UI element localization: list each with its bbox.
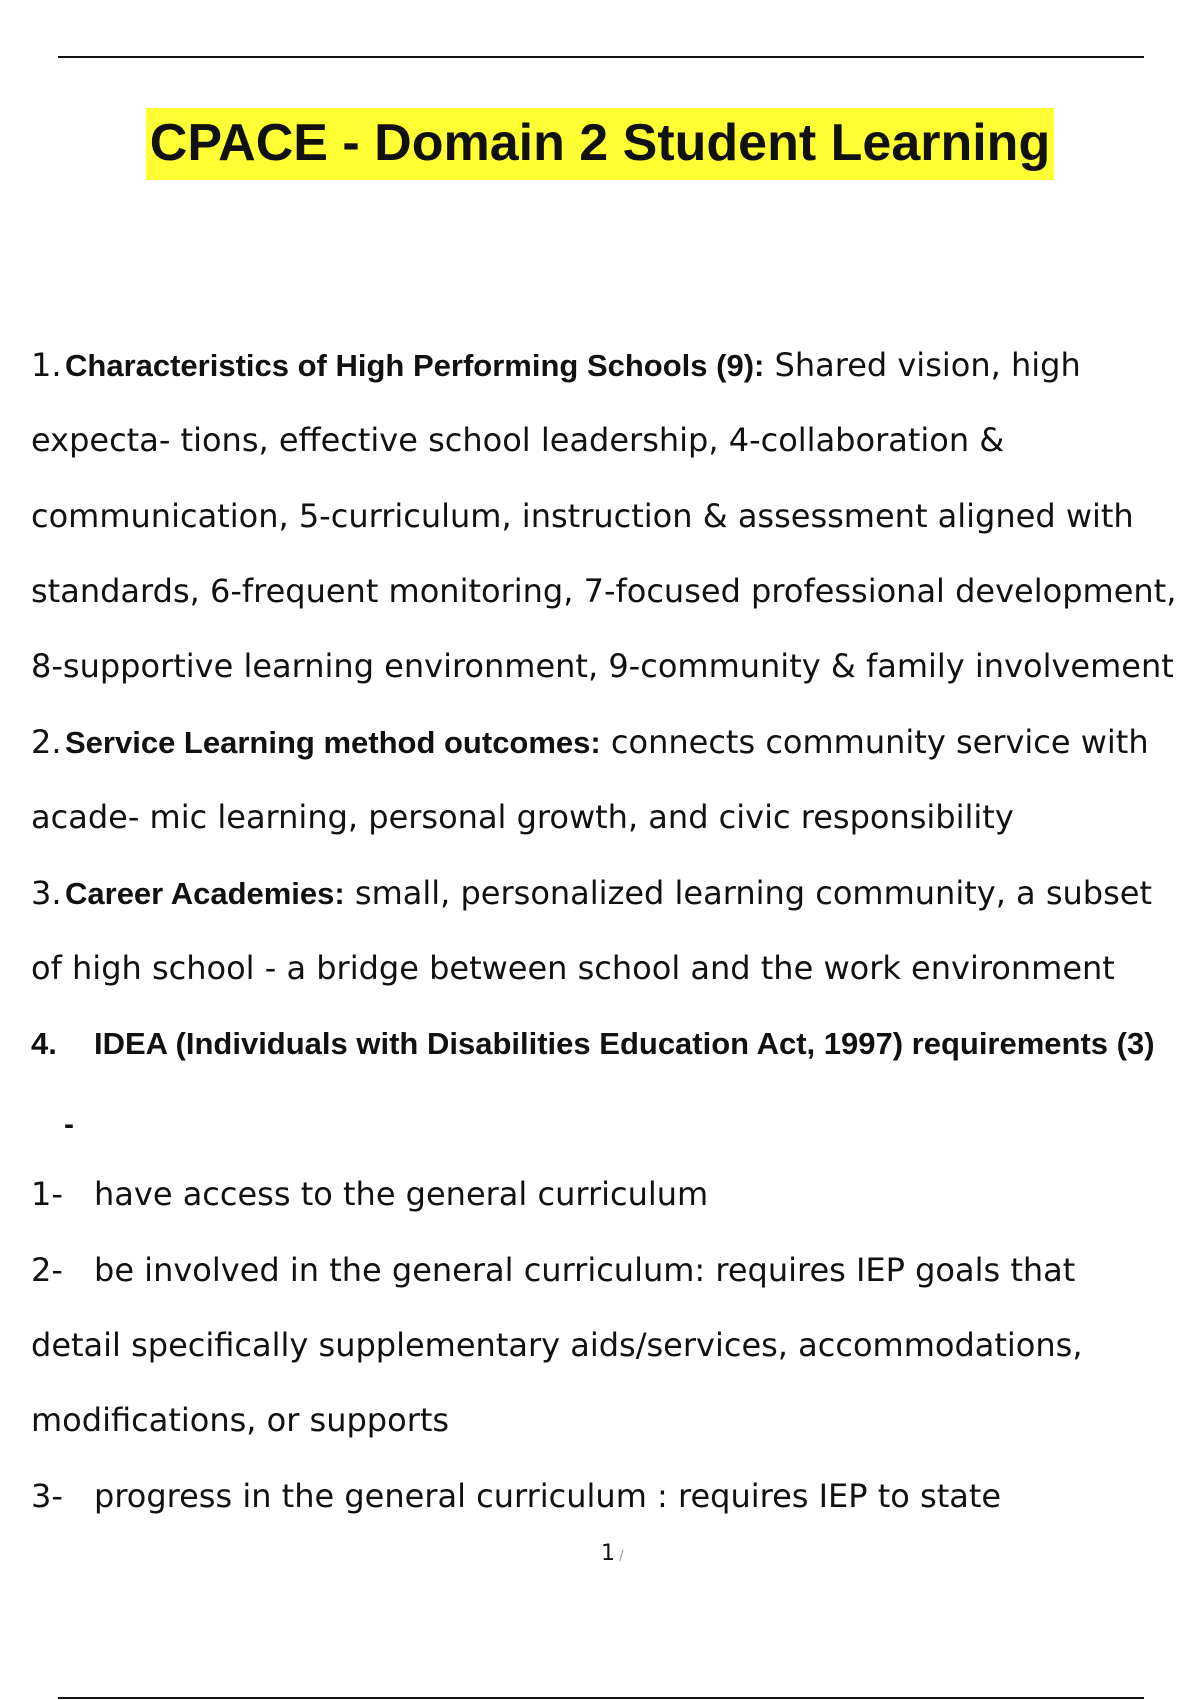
subitem-2-line-3: modifications, or supports bbox=[31, 1401, 450, 1439]
subitem-1-marker: 1- bbox=[31, 1175, 63, 1213]
subitem-3-marker: 3- bbox=[31, 1477, 63, 1515]
subitem-2-line-1 bbox=[31, 1250, 1075, 1290]
item-1-text: Shared vision, high bbox=[764, 346, 1081, 384]
top-rule bbox=[58, 56, 1144, 58]
subitem-2-line-2: detail specifically supplementary aids/services, accommodations, bbox=[31, 1326, 1083, 1364]
item-2-line-1 bbox=[31, 722, 1149, 763]
item-3-term: Career Academies: bbox=[65, 876, 345, 911]
item-1-line-3: communication, 5-curriculum, instruction & assessment aligned with bbox=[31, 497, 1134, 535]
page-number-slash: / bbox=[619, 1548, 624, 1564]
item-3-number: 3. bbox=[31, 874, 62, 912]
page-number-value: 1 bbox=[601, 1541, 615, 1566]
subitem-1-text: have access to the general curriculum bbox=[94, 1175, 709, 1213]
page-number bbox=[601, 1539, 624, 1571]
bottom-rule bbox=[58, 1697, 1144, 1699]
item-4-number: 4. bbox=[31, 1026, 57, 1061]
item-2-line-2: acade- mic learning, personal growth, and civic responsibility bbox=[31, 798, 1014, 836]
subitem-3-text: progress in the general curriculum : requires IEP to state bbox=[94, 1477, 1002, 1515]
item-3-line-1 bbox=[31, 873, 1152, 914]
subitem-2-text: be involved in the general curriculum: requires IEP goals that bbox=[94, 1251, 1076, 1289]
item-1-line-2: expecta- tions, effective school leadership, 4-collaboration & bbox=[31, 421, 1005, 459]
item-1-line-1 bbox=[31, 345, 1081, 386]
document-title: CPACE - Domain 2 Student Learning bbox=[146, 108, 1054, 180]
title-block bbox=[0, 108, 1200, 180]
item-1-line-5: 8-supportive learning environment, 9-community & family involvement bbox=[31, 647, 1174, 685]
item-2-number: 2. bbox=[31, 723, 62, 761]
item-3-line-2: of high school - a bridge between school and the work environment bbox=[31, 949, 1115, 987]
item-3-text: small, personalized learning community, a subset bbox=[344, 874, 1152, 912]
item-4-heading bbox=[31, 1023, 1155, 1064]
subitem-3-line-1 bbox=[31, 1476, 1001, 1516]
item-2-text: connects community service with bbox=[600, 723, 1149, 761]
item-4-dash: - bbox=[64, 1108, 74, 1141]
item-1-term: Characteristics of High Performing Schools (9): bbox=[65, 348, 765, 383]
item-1-number: 1. bbox=[31, 346, 62, 384]
item-1-line-4: standards, 6-frequent monitoring, 7-focused professional development, bbox=[31, 572, 1177, 610]
item-2-term: Service Learning method outcomes: bbox=[65, 725, 601, 760]
subitem-2-marker: 2- bbox=[31, 1251, 63, 1289]
item-4-term: IDEA (Individuals with Disabilities Education Act, 1997) requirements (3) bbox=[94, 1026, 1155, 1061]
subitem-1-line-1 bbox=[31, 1174, 708, 1214]
